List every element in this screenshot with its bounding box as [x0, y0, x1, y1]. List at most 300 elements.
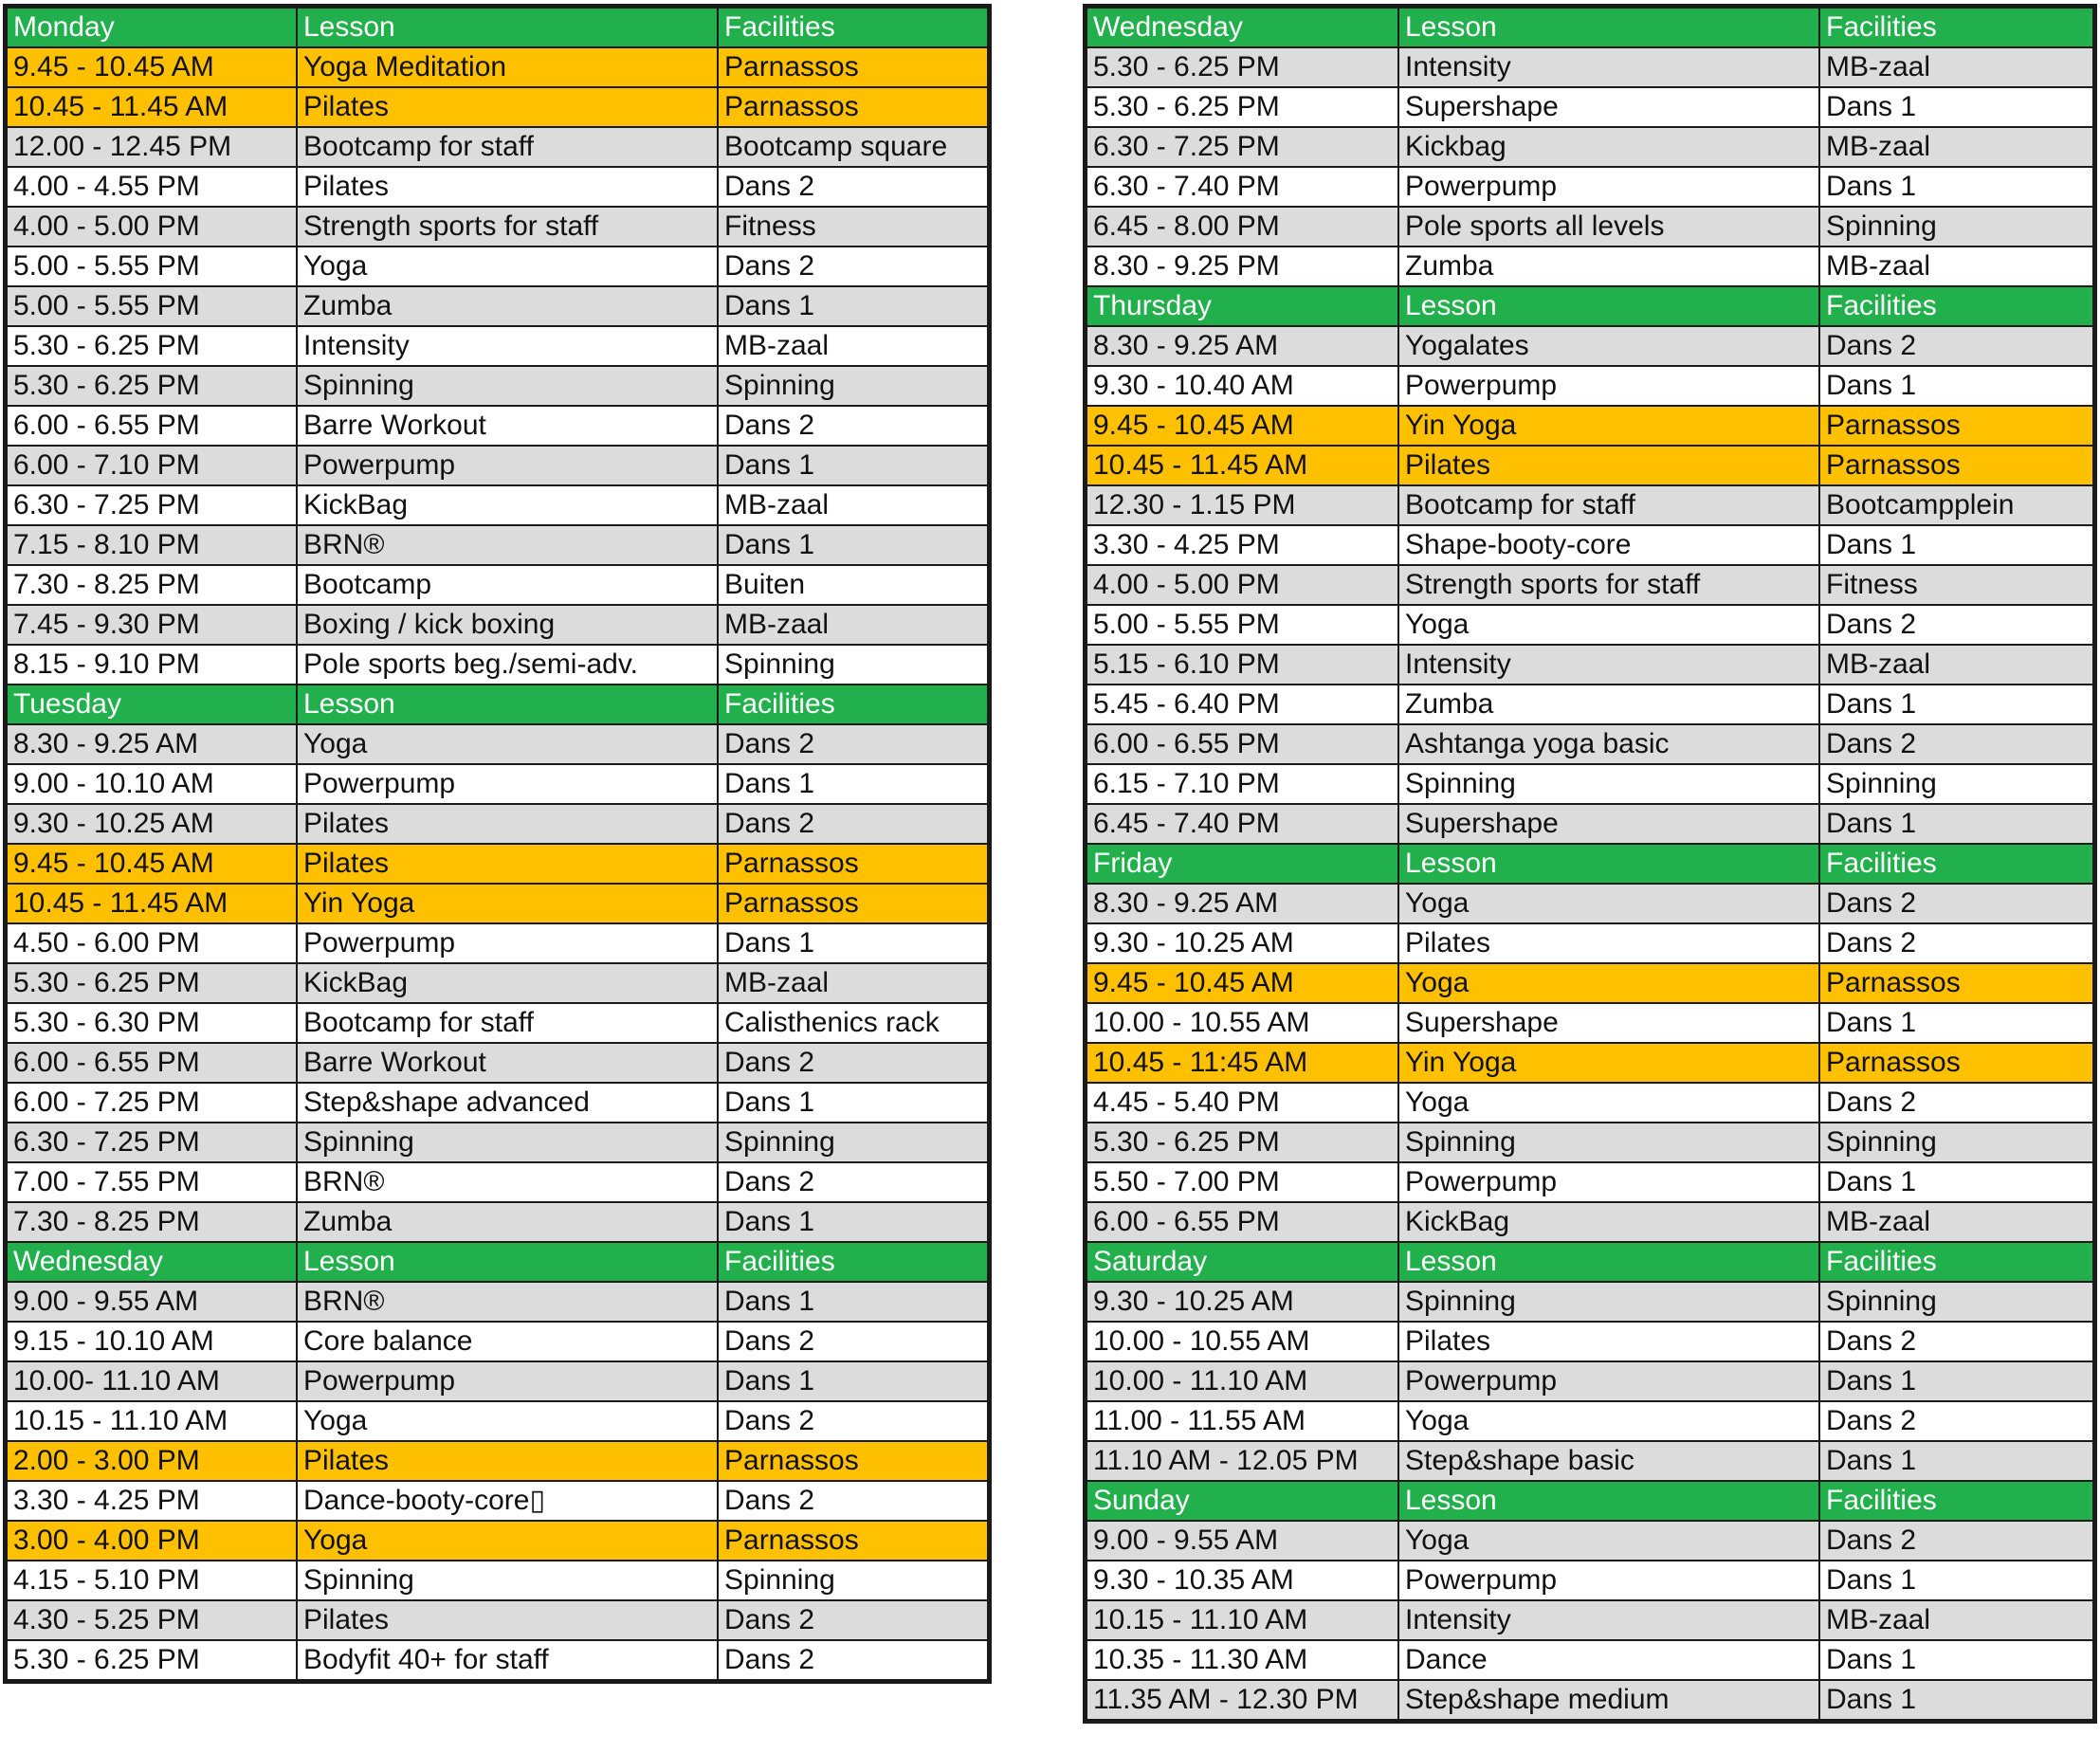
lesson-cell: Pilates	[1398, 446, 1819, 485]
time-cell: 6.30 - 7.40 PM	[1087, 167, 1398, 207]
lesson-cell: Powerpump	[1398, 1162, 1819, 1202]
time-cell: 6.00 - 6.55 PM	[1087, 1202, 1398, 1242]
schedule-row	[7, 1083, 988, 1123]
facilities-header-cell: Facilities	[1819, 1481, 2093, 1521]
time-cell: 5.00 - 5.55 PM	[1087, 605, 1398, 645]
facility-cell: Parnassos	[1819, 406, 2093, 446]
lesson-cell: BRN®	[297, 1282, 718, 1322]
lesson-cell: Pilates	[297, 1600, 718, 1640]
lesson-cell: Bootcamp for staff	[1398, 485, 1819, 525]
lesson-cell: Core balance	[297, 1322, 718, 1361]
time-cell: 8.15 - 9.10 PM	[7, 645, 297, 685]
lesson-cell: Kickbag	[1398, 127, 1819, 167]
schedule-row	[1087, 1441, 2093, 1481]
schedule-row	[7, 1162, 988, 1202]
schedule-row	[7, 1202, 988, 1242]
lesson-cell: Intensity	[1398, 47, 1819, 87]
lesson-cell: Spinning	[1398, 1282, 1819, 1322]
day-header-friday	[1087, 844, 2093, 884]
lesson-cell: Powerpump	[297, 923, 718, 963]
time-cell: 7.15 - 8.10 PM	[7, 525, 297, 565]
time-cell: 10.15 - 11.10 AM	[1087, 1600, 1398, 1640]
lesson-cell: Ashtanga yoga basic	[1398, 724, 1819, 764]
day-header-saturday	[1087, 1242, 2093, 1282]
time-cell: 7.30 - 8.25 PM	[7, 1202, 297, 1242]
facility-cell: Dans 2	[1819, 1521, 2093, 1561]
facility-cell: MB-zaal	[718, 485, 988, 525]
facility-cell: MB-zaal	[1819, 47, 2093, 87]
facility-cell: Dans 1	[1819, 1361, 2093, 1401]
lesson-cell: BRN®	[297, 525, 718, 565]
facility-cell: Dans 1	[1819, 1680, 2093, 1720]
schedule-row	[7, 446, 988, 485]
time-cell: 3.00 - 4.00 PM	[7, 1521, 297, 1561]
lesson-cell: Powerpump	[1398, 1561, 1819, 1600]
schedule-row	[7, 923, 988, 963]
lesson-cell: Powerpump	[1398, 366, 1819, 406]
schedule-row	[1087, 1202, 2093, 1242]
lesson-cell: Yin Yoga	[1398, 1043, 1819, 1083]
schedule-row	[7, 207, 988, 247]
time-cell: 4.45 - 5.40 PM	[1087, 1083, 1398, 1123]
time-cell: 10.45 - 11:45 AM	[1087, 1043, 1398, 1083]
schedule-row	[7, 1361, 988, 1401]
lesson-cell: Yoga	[1398, 1083, 1819, 1123]
lesson-cell: Yin Yoga	[1398, 406, 1819, 446]
schedule-row	[7, 87, 988, 127]
time-cell: 7.00 - 7.55 PM	[7, 1162, 297, 1202]
lesson-cell: Intensity	[1398, 1600, 1819, 1640]
schedule-row	[1087, 1680, 2093, 1720]
schedule-row	[1087, 884, 2093, 923]
lesson-cell: Powerpump	[1398, 1361, 1819, 1401]
time-cell: 7.30 - 8.25 PM	[7, 565, 297, 605]
facility-cell: Spinning	[1819, 764, 2093, 804]
facility-cell: Parnassos	[718, 87, 988, 127]
facility-cell: Fitness	[718, 207, 988, 247]
facility-cell: MB-zaal	[1819, 1600, 2093, 1640]
lesson-cell: Pole sports beg./semi-adv.	[297, 645, 718, 685]
facility-cell: Dans 2	[718, 167, 988, 207]
schedule-row	[7, 963, 988, 1003]
facility-cell: Dans 2	[1819, 923, 2093, 963]
facility-cell: Dans 1	[1819, 366, 2093, 406]
time-cell: 9.45 - 10.45 AM	[1087, 963, 1398, 1003]
schedule-row	[7, 1640, 988, 1680]
schedule-row	[1087, 645, 2093, 685]
lesson-header-cell: Lesson	[297, 8, 718, 47]
schedule-row	[7, 605, 988, 645]
time-cell: 11.10 AM - 12.05 PM	[1087, 1441, 1398, 1481]
time-cell: 6.15 - 7.10 PM	[1087, 764, 1398, 804]
facilities-header-cell: Facilities	[1819, 1242, 2093, 1282]
time-cell: 4.30 - 5.25 PM	[7, 1600, 297, 1640]
schedule-row	[1087, 724, 2093, 764]
lesson-cell: BRN®	[297, 1162, 718, 1202]
time-cell: 5.45 - 6.40 PM	[1087, 685, 1398, 724]
day-header-cell: Wednesday	[1087, 8, 1398, 47]
lesson-cell: Pilates	[297, 87, 718, 127]
time-cell: 4.15 - 5.10 PM	[7, 1561, 297, 1600]
facility-cell: Dans 1	[718, 1083, 988, 1123]
facilities-header-cell: Facilities	[718, 685, 988, 724]
facility-cell: Dans 1	[1819, 1561, 2093, 1600]
schedule-row	[1087, 764, 2093, 804]
time-cell: 9.45 - 10.45 AM	[7, 844, 297, 884]
time-cell: 12.00 - 12.45 PM	[7, 127, 297, 167]
day-header-cell: Tuesday	[7, 685, 297, 724]
facility-cell: Dans 2	[1819, 724, 2093, 764]
time-cell: 5.30 - 6.25 PM	[7, 326, 297, 366]
time-cell: 6.00 - 6.55 PM	[1087, 724, 1398, 764]
schedule-row	[7, 47, 988, 87]
time-cell: 9.30 - 10.35 AM	[1087, 1561, 1398, 1600]
schedule-row	[7, 804, 988, 844]
schedule-row	[7, 286, 988, 326]
facility-cell: Dans 1	[1819, 1441, 2093, 1481]
lesson-cell: Zumba	[297, 286, 718, 326]
schedule-row	[1087, 1083, 2093, 1123]
schedule-row	[7, 844, 988, 884]
day-header-cell: Thursday	[1087, 286, 1398, 326]
schedule-row	[1087, 167, 2093, 207]
schedule-row	[7, 1043, 988, 1083]
facility-cell: Spinning	[718, 366, 988, 406]
time-cell: 10.00 - 10.55 AM	[1087, 1003, 1398, 1043]
facility-cell: Dans 1	[1819, 167, 2093, 207]
facility-cell: Buiten	[718, 565, 988, 605]
time-cell: 5.30 - 6.25 PM	[1087, 47, 1398, 87]
lesson-cell: Zumba	[1398, 685, 1819, 724]
schedule-row	[1087, 1640, 2093, 1680]
time-cell: 4.50 - 6.00 PM	[7, 923, 297, 963]
schedule-row	[1087, 127, 2093, 167]
schedule-column-left	[3, 4, 992, 1684]
time-cell: 6.45 - 8.00 PM	[1087, 207, 1398, 247]
schedule-row	[7, 1561, 988, 1600]
lesson-cell: Supershape	[1398, 87, 1819, 127]
facility-cell: Parnassos	[1819, 963, 2093, 1003]
time-cell: 9.45 - 10.45 AM	[7, 47, 297, 87]
facility-cell: Dans 1	[1819, 804, 2093, 844]
facility-cell: Fitness	[1819, 565, 2093, 605]
facility-cell: Parnassos	[1819, 446, 2093, 485]
lesson-header-cell: Lesson	[1398, 286, 1819, 326]
time-cell: 5.50 - 7.00 PM	[1087, 1162, 1398, 1202]
lesson-cell: Shape-booty-core	[1398, 525, 1819, 565]
schedule-table-right-body	[1087, 8, 2093, 1720]
lesson-cell: Intensity	[1398, 645, 1819, 685]
time-cell: 7.45 - 9.30 PM	[7, 605, 297, 645]
lesson-cell: KickBag	[297, 963, 718, 1003]
schedule-row	[7, 525, 988, 565]
time-cell: 10.45 - 11.45 AM	[1087, 446, 1398, 485]
schedule-row	[7, 366, 988, 406]
day-header-sunday	[1087, 1481, 2093, 1521]
schedule-row	[7, 565, 988, 605]
facilities-header-cell: Facilities	[718, 1242, 988, 1282]
lesson-header-cell: Lesson	[1398, 1242, 1819, 1282]
lesson-cell: Boxing / kick boxing	[297, 605, 718, 645]
day-header-wednesday	[7, 1242, 988, 1282]
lesson-cell: Bootcamp	[297, 565, 718, 605]
schedule-table-left-body	[7, 8, 988, 1680]
time-cell: 6.30 - 7.25 PM	[1087, 127, 1398, 167]
schedule-row	[1087, 326, 2093, 366]
facility-cell: Parnassos	[1819, 1043, 2093, 1083]
schedule-row	[7, 247, 988, 286]
lesson-header-cell: Lesson	[1398, 844, 1819, 884]
time-cell: 12.30 - 1.15 PM	[1087, 485, 1398, 525]
schedule-row	[1087, 963, 2093, 1003]
facility-cell: Parnassos	[718, 47, 988, 87]
facilities-header-cell: Facilities	[718, 8, 988, 47]
facilities-header-cell: Facilities	[1819, 8, 2093, 47]
schedule-row	[7, 1123, 988, 1162]
facility-cell: Dans 1	[718, 1282, 988, 1322]
lesson-cell: Yoga	[1398, 605, 1819, 645]
lesson-cell: Powerpump	[297, 1361, 718, 1401]
schedule-row	[1087, 685, 2093, 724]
schedule-row	[7, 724, 988, 764]
lesson-cell: Powerpump	[297, 764, 718, 804]
lesson-cell: Spinning	[297, 366, 718, 406]
schedule-row	[7, 485, 988, 525]
facility-cell: Dans 1	[718, 1202, 988, 1242]
schedule-row	[1087, 47, 2093, 87]
lesson-cell: Pilates	[297, 804, 718, 844]
facility-cell: Dans 1	[718, 1361, 988, 1401]
facility-cell: Dans 2	[1819, 326, 2093, 366]
lesson-cell: Pilates	[297, 167, 718, 207]
time-cell: 10.00- 11.10 AM	[7, 1361, 297, 1401]
schedule-row	[1087, 1282, 2093, 1322]
lesson-cell: Step&shape medium	[1398, 1680, 1819, 1720]
facility-cell: Dans 2	[718, 1481, 988, 1521]
schedule-row	[1087, 366, 2093, 406]
lesson-cell: Spinning	[1398, 764, 1819, 804]
facility-cell: Spinning	[1819, 207, 2093, 247]
time-cell: 5.30 - 6.30 PM	[7, 1003, 297, 1043]
lesson-cell: Yoga	[1398, 1521, 1819, 1561]
facility-cell: Dans 2	[718, 1640, 988, 1680]
schedule-row	[7, 326, 988, 366]
schedule-row	[1087, 525, 2093, 565]
facility-cell: Dans 1	[1819, 1003, 2093, 1043]
schedule-column-right	[1083, 4, 2097, 1724]
time-cell: 5.30 - 6.25 PM	[1087, 87, 1398, 127]
time-cell: 6.30 - 7.25 PM	[7, 1123, 297, 1162]
schedule-row	[1087, 804, 2093, 844]
facility-cell: Dans 2	[1819, 884, 2093, 923]
lesson-cell: Spinning	[297, 1123, 718, 1162]
lesson-cell: Yin Yoga	[297, 884, 718, 923]
lesson-cell: Barre Workout	[297, 406, 718, 446]
lesson-cell: Barre Workout	[297, 1043, 718, 1083]
facility-cell: Parnassos	[718, 884, 988, 923]
facility-cell: Parnassos	[718, 1441, 988, 1481]
lesson-cell: Spinning	[297, 1561, 718, 1600]
schedule-row	[1087, 1600, 2093, 1640]
time-cell: 10.45 - 11.45 AM	[7, 884, 297, 923]
facilities-header-cell: Facilities	[1819, 844, 2093, 884]
day-header-thursday	[1087, 286, 2093, 326]
schedule-row	[7, 1282, 988, 1322]
facility-cell: Dans 1	[718, 525, 988, 565]
time-cell: 8.30 - 9.25 AM	[1087, 326, 1398, 366]
schedule-row	[7, 645, 988, 685]
facility-cell: Dans 2	[718, 804, 988, 844]
lesson-cell: Yoga	[297, 247, 718, 286]
facility-cell: Dans 1	[718, 446, 988, 485]
lesson-cell: Supershape	[1398, 804, 1819, 844]
schedule-row	[1087, 1322, 2093, 1361]
schedule-row	[1087, 485, 2093, 525]
lesson-cell: KickBag	[1398, 1202, 1819, 1242]
facility-cell: Dans 2	[718, 1162, 988, 1202]
schedule-row	[7, 1481, 988, 1521]
facility-cell: MB-zaal	[1819, 1202, 2093, 1242]
schedule-row	[1087, 207, 2093, 247]
time-cell: 10.35 - 11.30 AM	[1087, 1640, 1398, 1680]
time-cell: 9.45 - 10.45 AM	[1087, 406, 1398, 446]
time-cell: 6.00 - 6.55 PM	[7, 1043, 297, 1083]
lesson-cell: Yoga	[1398, 884, 1819, 923]
lesson-cell: Yoga	[297, 1401, 718, 1441]
time-cell: 6.00 - 6.55 PM	[7, 406, 297, 446]
schedule-row	[1087, 1003, 2093, 1043]
time-cell: 5.30 - 6.25 PM	[7, 1640, 297, 1680]
facility-cell: Spinning	[718, 645, 988, 685]
day-header-tuesday	[7, 685, 988, 724]
time-cell: 5.00 - 5.55 PM	[7, 247, 297, 286]
schedule-table-left	[6, 7, 989, 1681]
time-cell: 8.30 - 9.25 AM	[1087, 884, 1398, 923]
time-cell: 8.30 - 9.25 AM	[7, 724, 297, 764]
time-cell: 4.00 - 5.00 PM	[1087, 565, 1398, 605]
schedule-row	[7, 884, 988, 923]
time-cell: 6.00 - 7.10 PM	[7, 446, 297, 485]
facility-cell: Dans 1	[718, 923, 988, 963]
facility-cell: Dans 2	[718, 1322, 988, 1361]
lesson-cell: Intensity	[297, 326, 718, 366]
time-cell: 9.30 - 10.40 AM	[1087, 366, 1398, 406]
facility-cell: Spinning	[718, 1123, 988, 1162]
lesson-cell: KickBag	[297, 485, 718, 525]
schedule-row	[7, 167, 988, 207]
facility-cell: Dans 1	[1819, 87, 2093, 127]
facility-cell: Bootcampplein	[1819, 485, 2093, 525]
schedule-row	[7, 406, 988, 446]
schedule-row	[7, 1441, 988, 1481]
time-cell: 10.45 - 11.45 AM	[7, 87, 297, 127]
facility-cell: Dans 1	[1819, 1640, 2093, 1680]
time-cell: 11.35 AM - 12.30 PM	[1087, 1680, 1398, 1720]
facility-cell: MB-zaal	[1819, 127, 2093, 167]
facility-cell: Dans 2	[1819, 1083, 2093, 1123]
lesson-header-cell: Lesson	[1398, 1481, 1819, 1521]
schedule-row	[1087, 247, 2093, 286]
lesson-cell: Bootcamp for staff	[297, 1003, 718, 1043]
lesson-cell: Yoga	[1398, 1401, 1819, 1441]
facility-cell: Calisthenics rack	[718, 1003, 988, 1043]
lesson-cell: Pole sports all levels	[1398, 207, 1819, 247]
schedule-row	[7, 127, 988, 167]
schedule-table-right	[1086, 7, 2094, 1721]
lesson-cell: Dance-booty-core▯	[297, 1481, 718, 1521]
schedule-row	[1087, 1162, 2093, 1202]
time-cell: 2.00 - 3.00 PM	[7, 1441, 297, 1481]
lesson-cell: Step&shape basic	[1398, 1441, 1819, 1481]
day-header-cell: Monday	[7, 8, 297, 47]
lesson-cell: Pilates	[297, 1441, 718, 1481]
lesson-cell: Powerpump	[1398, 167, 1819, 207]
lesson-cell: Zumba	[1398, 247, 1819, 286]
facility-cell: Dans 2	[718, 406, 988, 446]
facility-cell: Dans 1	[1819, 525, 2093, 565]
lesson-cell: Yoga	[297, 1521, 718, 1561]
time-cell: 9.00 - 9.55 AM	[7, 1282, 297, 1322]
time-cell: 5.30 - 6.25 PM	[7, 366, 297, 406]
time-cell: 5.00 - 5.55 PM	[7, 286, 297, 326]
lesson-cell: Yoga	[1398, 963, 1819, 1003]
schedule-row	[1087, 1521, 2093, 1561]
facility-cell: MB-zaal	[718, 963, 988, 1003]
facility-cell: Dans 2	[1819, 1322, 2093, 1361]
schedule-row	[7, 764, 988, 804]
time-cell: 11.00 - 11.55 AM	[1087, 1401, 1398, 1441]
day-header-cell: Saturday	[1087, 1242, 1398, 1282]
facility-cell: Bootcamp square	[718, 127, 988, 167]
facility-cell: Dans 1	[718, 286, 988, 326]
facility-cell: Dans 1	[718, 764, 988, 804]
lesson-cell: Strength sports for staff	[1398, 565, 1819, 605]
time-cell: 9.30 - 10.25 AM	[1087, 1282, 1398, 1322]
lesson-cell: Bodyfit 40+ for staff	[297, 1640, 718, 1680]
facility-cell: Dans 2	[1819, 605, 2093, 645]
facility-cell: Dans 2	[718, 1043, 988, 1083]
schedule-row	[7, 1401, 988, 1441]
schedule-row	[1087, 1401, 2093, 1441]
schedule-row	[1087, 446, 2093, 485]
time-cell: 9.30 - 10.25 AM	[7, 804, 297, 844]
time-cell: 5.30 - 6.25 PM	[1087, 1123, 1398, 1162]
time-cell: 9.15 - 10.10 AM	[7, 1322, 297, 1361]
lesson-cell: Supershape	[1398, 1003, 1819, 1043]
schedule-row	[7, 1600, 988, 1640]
lesson-header-cell: Lesson	[1398, 8, 1819, 47]
day-header-cell: Wednesday	[7, 1242, 297, 1282]
lesson-cell: Dance	[1398, 1640, 1819, 1680]
time-cell: 4.00 - 4.55 PM	[7, 167, 297, 207]
schedule-row	[1087, 406, 2093, 446]
lesson-cell: Yoga Meditation	[297, 47, 718, 87]
facility-cell: Spinning	[718, 1561, 988, 1600]
facilities-header-cell: Facilities	[1819, 286, 2093, 326]
facility-cell: Dans 1	[1819, 1162, 2093, 1202]
facility-cell: Spinning	[1819, 1123, 2093, 1162]
facility-cell: Dans 2	[718, 724, 988, 764]
schedule-row	[7, 1322, 988, 1361]
facility-cell: MB-zaal	[718, 326, 988, 366]
lesson-header-cell: Lesson	[297, 685, 718, 724]
time-cell: 8.30 - 9.25 PM	[1087, 247, 1398, 286]
facility-cell: Dans 2	[718, 1600, 988, 1640]
lesson-cell: Yoga	[297, 724, 718, 764]
lesson-cell: Step&shape advanced	[297, 1083, 718, 1123]
facility-cell: MB-zaal	[1819, 247, 2093, 286]
time-cell: 10.00 - 10.55 AM	[1087, 1322, 1398, 1361]
